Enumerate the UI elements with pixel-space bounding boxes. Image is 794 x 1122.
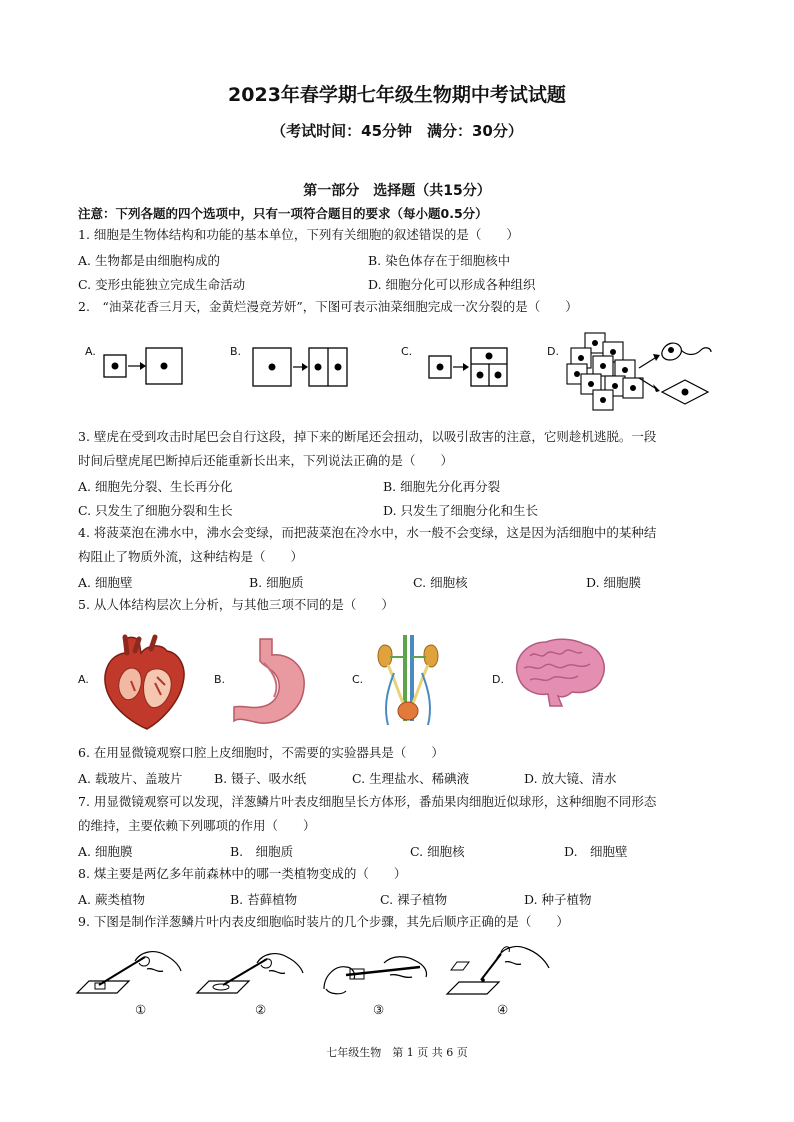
- question-3-option-c[interactable]: C. 只发生了细胞分裂和生长: [78, 503, 233, 518]
- question-3-stem-line2: 时间后壁虎尾巴断掉后还能重新长出来，下列说法正确的是（ ）: [78, 453, 454, 468]
- question-4-option-c[interactable]: C. 细胞核: [413, 575, 468, 590]
- slide-step-3-image: [320, 945, 430, 1000]
- section-title: 第一部分 选择题（共15分）: [303, 183, 491, 199]
- slide-step-4-image: [445, 940, 555, 1000]
- question-5-option-b[interactable]: B.: [214, 673, 226, 686]
- question-3-option-a[interactable]: A. 细胞先分裂、生长再分化: [78, 479, 233, 494]
- question-1-option-a[interactable]: A. 生物都是由细胞构成的: [78, 253, 220, 268]
- heart-image: [95, 633, 195, 733]
- question-6-option-d[interactable]: D. 放大镜、清水: [524, 771, 617, 786]
- question-1-option-b[interactable]: B. 染色体存在于细胞核中: [368, 253, 511, 268]
- question-8-option-c[interactable]: C. 裸子植物: [380, 892, 448, 907]
- question-5-option-c[interactable]: C.: [352, 673, 364, 686]
- question-8-option-d[interactable]: D. 种子植物: [524, 892, 592, 907]
- step-label-4: ④: [497, 1002, 509, 1017]
- question-7-option-d[interactable]: D. 细胞壁: [564, 844, 628, 859]
- question-8-stem: 8. 煤主要是两亿多年前森林中的哪一类植物变成的（ ）: [78, 866, 407, 881]
- page-title: 2023年春学期七年级生物期中考试试题: [228, 84, 566, 106]
- question-4-stem-line1: 4. 将菠菜泡在沸水中，沸水会变绿，而把菠菜泡在冷水中，水一般不会变绿，这是因为活细胞中的某种结: [78, 525, 657, 540]
- question-1-option-d[interactable]: D. 细胞分化可以形成各种组织: [368, 277, 536, 292]
- question-1-option-c[interactable]: C. 变形虫能独立完成生命活动: [78, 277, 246, 292]
- question-5-stem: 5. 从人体结构层次上分析，与其他三项不同的是（ ）: [78, 597, 394, 612]
- stomach-image: [230, 633, 315, 733]
- question-7-stem-line1: 7. 用显微镜观察可以发现，洋葱鳞片叶表皮细胞呈长方体形，番茄果肉细胞近似球形，这种细胞不同形态: [78, 794, 657, 809]
- question-4-stem-line2: 构阻止了物质外流，这种结构是（ ）: [78, 549, 304, 564]
- cell-division-diagram-b: [250, 345, 360, 390]
- step-label-2: ②: [255, 1002, 267, 1017]
- question-2-stem: 2. “油菜花香三月天，金黄烂漫竞芳妍”，下图可表示油菜细胞完成一次分裂的是（ ）: [78, 299, 578, 314]
- brain-image: [510, 636, 610, 706]
- cell-differentiation-diagram-d: [565, 330, 715, 415]
- question-4-option-a[interactable]: A. 细胞壁: [78, 575, 133, 590]
- question-6-stem: 6. 在用显微镜观察口腔上皮细胞时，不需要的实验器具是（ ）: [78, 745, 444, 760]
- question-2-option-c[interactable]: C.: [401, 345, 413, 358]
- question-6-option-a[interactable]: A. 载玻片、盖玻片: [78, 771, 183, 786]
- slide-step-1-image: [75, 945, 185, 1000]
- page-footer: 七年级生物 第 1 页 共 6 页: [326, 1046, 468, 1059]
- question-2-option-d[interactable]: D.: [547, 345, 559, 358]
- slide-step-2-image: [195, 945, 305, 1000]
- question-7-option-b[interactable]: B. 细胞质: [230, 844, 294, 859]
- question-4-option-b[interactable]: B. 细胞质: [249, 575, 304, 590]
- question-7-option-a[interactable]: A. 细胞膜: [78, 844, 133, 859]
- question-7-option-c[interactable]: C. 细胞核: [410, 844, 465, 859]
- question-6-option-c[interactable]: C. 生理盐水、稀碘液: [352, 771, 470, 786]
- question-3-stem-line1: 3. 壁虎在受到攻击时尾巴会自行这段，掉下来的断尾还会扭动，以吸引敌害的注意，它则趁机逃脱。一段: [78, 429, 657, 444]
- question-1-stem: 1. 细胞是生物体结构和功能的基本单位，下列有关细胞的叙述错误的是（ ）: [78, 227, 519, 242]
- question-9-stem: 9. 下图是制作洋葱鳞片叶内表皮细胞临时装片的几个步骤，其先后顺序正确的是（ ）: [78, 914, 569, 929]
- question-8-option-b[interactable]: B. 苔藓植物: [230, 892, 298, 907]
- step-label-3: ③: [373, 1002, 385, 1017]
- question-2-option-a[interactable]: A.: [85, 345, 96, 358]
- exam-info: （考试时间：45分钟 满分：30分）: [271, 122, 523, 140]
- section-note: 注意：下列各题的四个选项中，只有一项符合题目的要求（每小题0.5分）: [78, 206, 488, 221]
- cell-division-diagram-a: [100, 345, 190, 390]
- question-5-option-a[interactable]: A.: [78, 673, 89, 686]
- question-7-stem-line2: 的维持，主要依赖下列哪项的作用（ ）: [78, 818, 316, 833]
- question-8-option-a[interactable]: A. 蕨类植物: [78, 892, 145, 907]
- question-4-option-d[interactable]: D. 细胞膜: [586, 575, 642, 590]
- question-5-option-d[interactable]: D.: [492, 673, 504, 686]
- question-6-option-b[interactable]: B. 镊子、吸水纸: [214, 771, 307, 786]
- step-label-1: ①: [135, 1002, 147, 1017]
- question-2-option-b[interactable]: B.: [230, 345, 242, 358]
- cell-division-diagram-c: [425, 345, 515, 390]
- question-3-option-b[interactable]: B. 细胞先分化再分裂: [383, 479, 501, 494]
- question-3-option-d[interactable]: D. 只发生了细胞分化和生长: [383, 503, 539, 518]
- urinary-system-image: [370, 633, 450, 728]
